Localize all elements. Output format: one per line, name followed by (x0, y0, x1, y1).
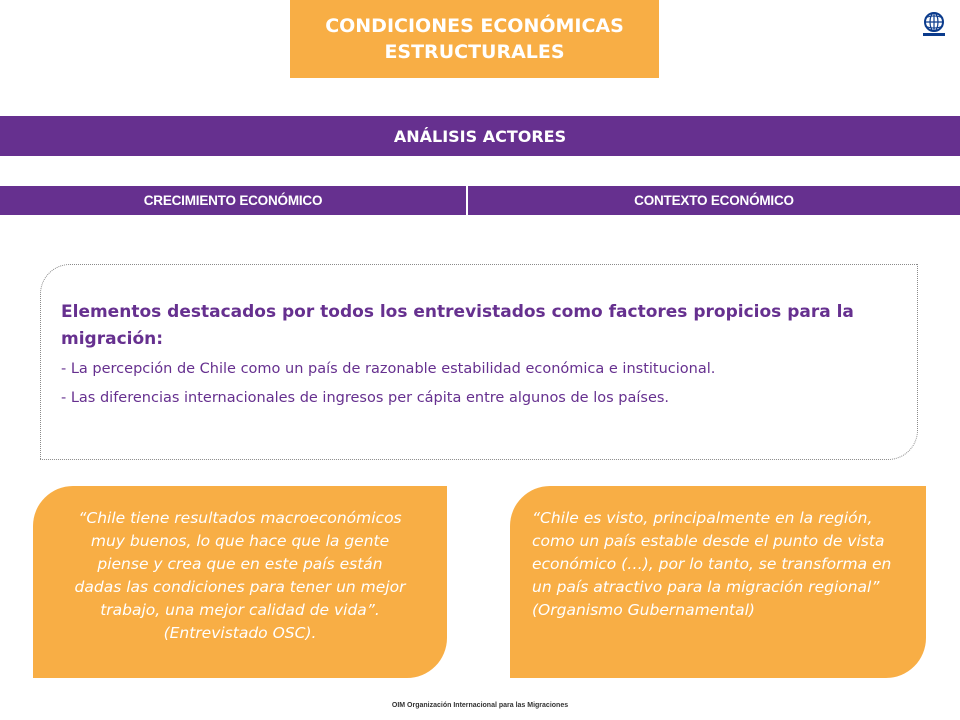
findings-box (40, 264, 918, 460)
quote-text: “Chile tiene resultados macroeconómicos muy buenos, lo que hace que la gente piense y crea que en este país están dadas las condiciones para tener un mejor trabajo, una mejor calidad de vida”. (Entrevistado OSC). (74, 509, 406, 642)
findings-heading: Elementos destacados por todos los entrevistados como factores propicios para la migración: (61, 302, 854, 349)
tab-label: CONTEXTO ECONÓMICO (634, 193, 794, 208)
findings-item: - La percepción de Chile como un país de razonable estabilidad económica e institucional. (61, 361, 716, 377)
tab-contexto-economico[interactable] (468, 186, 960, 215)
slide-title-text: CONDICIONES ECONÓMICAS ESTRUCTURALES (325, 15, 624, 63)
findings-item: - Las diferencias internacionales de ingresos per cápita entre algunos de los países. (61, 390, 670, 406)
tab-label: CRECIMIENTO ECONÓMICO (143, 193, 323, 208)
footer-organization (0, 702, 960, 709)
quote-text: “Chile es visto, principalmente en la región, como un país estable desde el punto de vista económico (…), por lo tanto, se transforma en un país atractivo para la migración regional” (Organismo Gubernamental) (532, 509, 892, 619)
oim-un-emblem-icon (921, 11, 947, 37)
quote-osc (33, 486, 447, 678)
section-title: ANÁLISIS ACTORES (393, 126, 567, 146)
quote-gubernamental (510, 486, 926, 678)
slide-title (290, 0, 659, 78)
section-header (0, 116, 960, 156)
footer-text: OIM Organización Internacional para las Migraciones (391, 702, 569, 709)
tab-crecimiento-economico[interactable] (0, 186, 466, 215)
oim-logo (921, 11, 947, 37)
